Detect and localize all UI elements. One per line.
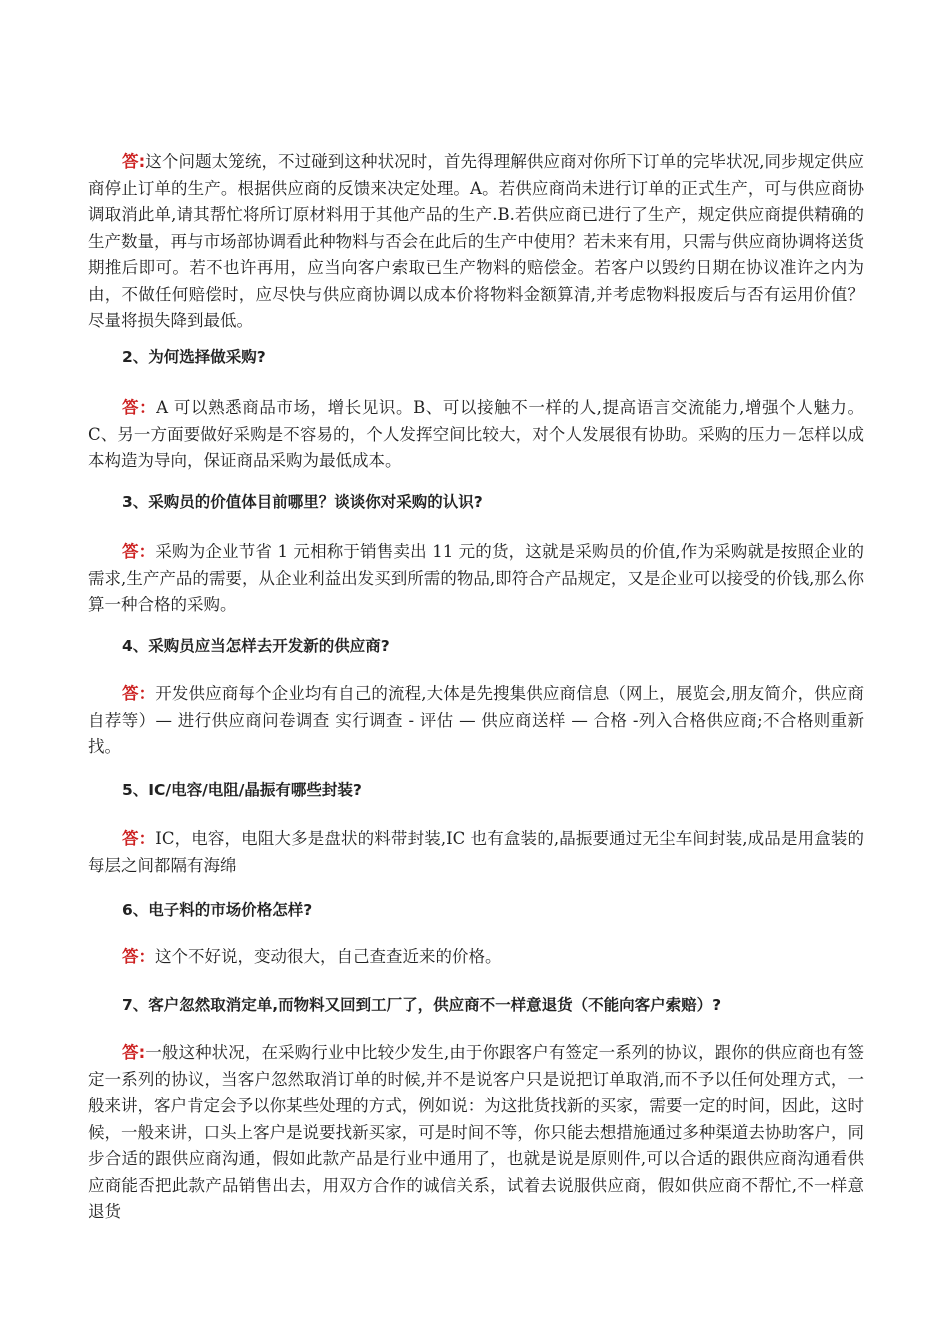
question-heading: 4、采购员应当怎样去开发新的供应商? <box>122 637 390 655</box>
answer-text: 开发供应商每个企业均有自己的流程,大体是先搜集供应商信息（网上，展览会,朋友简介，供应商自荐等）— 进行供应商问卷调查 实行调查 - 评估 — 供应商送样 — 合格 -列入合格供应商;不合格则重新找。 <box>88 684 864 756</box>
answer-paragraph <box>88 395 864 475</box>
answer-5 <box>88 826 864 879</box>
answer-label: 答： <box>122 398 157 417</box>
answer-label: 答： <box>122 542 156 561</box>
question-heading: 3、采购员的价值体目前哪里？谈谈你对采购的认识? <box>122 493 483 511</box>
answer-label: 答： <box>122 947 155 966</box>
answer-paragraph <box>88 944 864 971</box>
answer-text: 这个不好说，变动很大，自己查查近来的价格。 <box>155 947 502 966</box>
answer-paragraph <box>88 149 864 335</box>
question-heading: 2、为何选择做采购? <box>122 348 266 366</box>
answer-label: 答: <box>122 1043 146 1062</box>
answer-paragraph <box>88 539 864 619</box>
answer-text: IC，电容，电阻大多是盘状的料带封装,IC 也有盒装的,晶振要通过无尘车间封装,成品是用盒装的每层之间都隔有海绵 <box>88 829 865 875</box>
answer-4 <box>88 681 864 761</box>
question-2 <box>88 345 864 369</box>
question-6 <box>88 898 864 922</box>
question-heading: 6、电子料的市场价格怎样? <box>122 901 313 919</box>
question-heading: 7、客户忽然取消定单,而物料又回到工厂了，供应商不一样意退货（不能向客户索赔）? <box>122 996 722 1014</box>
answer-7 <box>88 1040 864 1226</box>
answer-paragraph <box>88 1040 864 1226</box>
answer-label: 答: <box>122 152 146 171</box>
answer-3 <box>88 539 864 619</box>
question-3 <box>88 490 864 514</box>
answer-label: 答： <box>122 684 156 703</box>
question-5 <box>88 778 864 802</box>
question-7 <box>88 993 864 1017</box>
answer-paragraph <box>88 681 864 761</box>
answer-label: 答： <box>122 829 156 848</box>
answer-6 <box>88 944 864 971</box>
answer-text: 这个问题太笼统，不过碰到这种状况时，首先得理解供应商对你所下订单的完毕状况,同步规定供应商停止订单的生产。根据供应商的反馈来决定处理。A。若供应商尚未进行订单的正式生产，可与供应商协调取消此单,请其帮忙将所订原材料用于其他产品的生产.B.若供应商已进行了生产，规定供应商提供精确的生产数量，再与市场部协调看此种物料与否会在此后的生产中使用？若未来有用，只需与供应商协调将送货期推后即可。若不也许再用，应当向客户索取已生产物料的赔偿金。若客户以毁约日期在协议准许之内为由，不做任何赔偿时，应尽快与供应商协调以成本价将物料金额算清,并考虑物料报废后与否有运用价值？尽量将损失降到最低。 <box>88 152 864 330</box>
answer-text: 采购为企业节省 1 元相称于销售卖出 11 元的货，这就是采购员的价值,作为采购就是按照企业的需求,生产产品的需要，从企业利益出发买到所需的物品,即符合产品规定，又是企业可以接受的价钱,那么你算一种合格的采购。 <box>88 542 865 614</box>
answer-text: A 可以熟悉商品市场，增长见识。B、可以接触不一样的人,提高语言交流能力,增强个人魅力。C、另一方面要做好采购是不容易的，个人发挥空间比较大，对个人发展很有协助。采购的压力－怎样以成本构造为导向，保证商品采购为最低成本。 <box>88 398 864 470</box>
answer-1 <box>88 149 864 335</box>
question-heading: 5、IC/电容/电阻/晶振有哪些封装? <box>122 781 362 799</box>
answer-paragraph <box>88 826 864 879</box>
question-4 <box>88 634 864 658</box>
answer-2 <box>88 395 864 475</box>
answer-text: 一般这种状况，在采购行业中比较少发生,由于你跟客户有签定一系列的协议，跟你的供应商也有签定一系列的协议，当客户忽然取消订单的时候,并不是说客户只是说把订单取消,而不予以任何处理方式，一般来讲，客户肯定会予以你某些处理的方式，例如说：为这批货找新的买家，需要一定的时间，因此，这时候，一般来讲，口头上客户是说要找新买家，可是时间不等，你只能去想措施通过多种渠道去协助客户，同步合适的跟供应商沟通，假如此款产品是行业中通用了，也就是说是原则件,可以合适的跟供应商沟通看供应商能否把此款产品销售出去，用双方合作的诚信关系，试着去说服供应商，假如供应商不帮忙,不一样意退货 <box>88 1043 864 1221</box>
